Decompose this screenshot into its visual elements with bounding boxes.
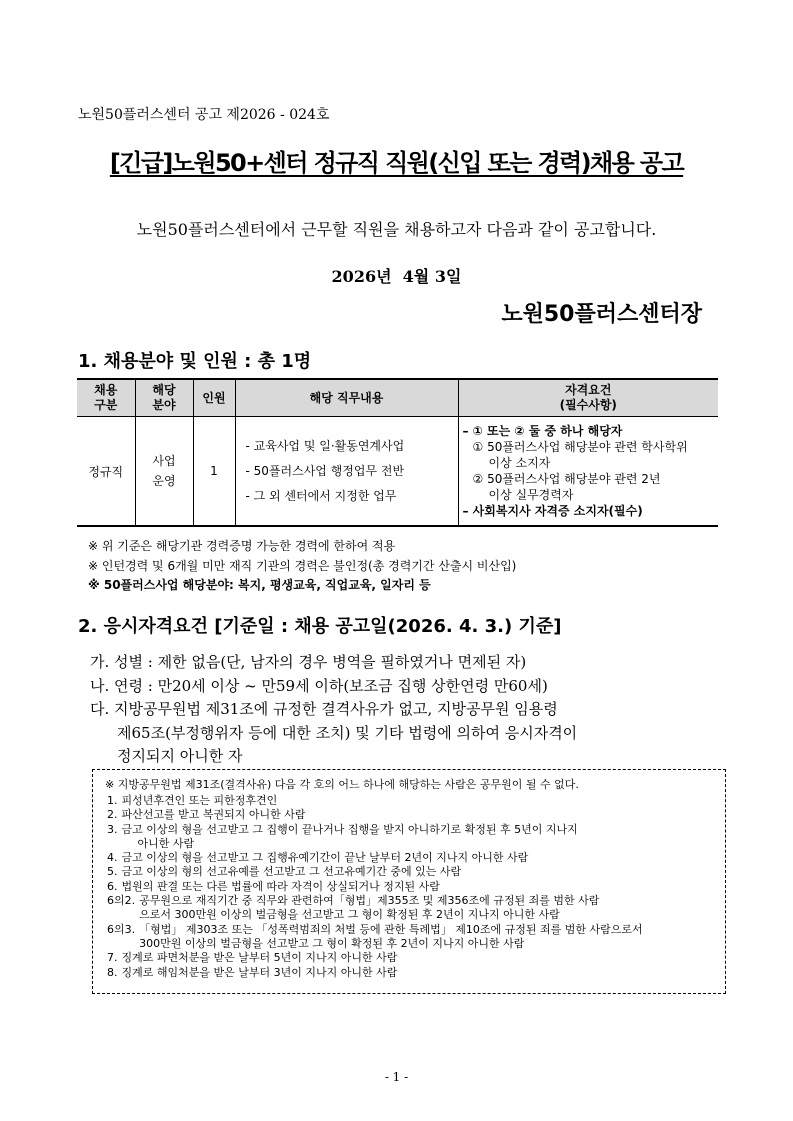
list-item xyxy=(107,851,719,865)
header-type: 채용 구분 xyxy=(77,379,135,417)
list-item-number: 6의3. xyxy=(107,922,136,936)
list-item xyxy=(107,966,719,980)
list-item-number: 5. xyxy=(107,865,118,879)
list-item xyxy=(107,951,719,965)
note-item: ※ 위 기준은 해당기관 경력증명 가능한 경력에 한하여 적용 xyxy=(88,539,396,553)
section2-heading: 2. 응시자격요건 [기준일 : 채용 공고일(2026. 4. 3.) 기준] xyxy=(78,616,562,637)
req-item-1: ① 50플러스사업 해당분야 관련 학사학위 xyxy=(472,440,688,454)
list-item-text xyxy=(122,823,720,852)
req-footer: – 사회복지사 자격증 소지자(필수) xyxy=(462,504,643,518)
list-item xyxy=(107,923,719,952)
list-item-text xyxy=(122,951,720,965)
list-item-text xyxy=(122,808,720,822)
list-item-line: 징계로 해임처분을 받은 날부터 3년이 지나지 아니한 사람 xyxy=(121,965,398,979)
cell-requirements xyxy=(458,417,718,527)
note-item: ※ 50플러스사업 해당분야: 복지, 평생교육, 직업교육, 일자리 등 xyxy=(88,578,431,592)
list-item-number: 4. xyxy=(107,851,118,865)
list-item-number: 7. xyxy=(107,951,118,965)
duty-item: - 50플러스사업 행정업무 전반 xyxy=(245,463,405,478)
list-item-number: 3. xyxy=(107,822,118,836)
list-item-line: 법원의 판결 또는 다른 법률에 따라 자격이 상실되거나 정지된 사람 xyxy=(121,879,440,893)
table-header-row xyxy=(77,379,718,417)
table-row xyxy=(77,417,718,527)
list-item-number: 1. xyxy=(107,794,118,807)
list-item-line: 아니한 사람 xyxy=(137,836,195,850)
cell-headcount: 1 xyxy=(193,417,235,527)
header-field: 해당 분야 xyxy=(135,379,193,417)
qualification-item: 가. 성별 : 제한 없음(단, 남자의 경우 병역을 필하였거나 면제된 자) xyxy=(90,653,527,671)
list-item-line: 피성년후견인 또는 피한정후견인 xyxy=(121,794,278,807)
req-item-2-cont: 이상 실무경력자 xyxy=(488,488,574,502)
disqualification-box xyxy=(92,769,726,994)
header-duties: 해당 직무내용 xyxy=(235,379,458,417)
list-item xyxy=(107,880,719,894)
qualification-item: 다. 지방공무원법 제31조에 규정한 결격사유가 없고, 지방공무원 임용령 xyxy=(90,700,558,718)
req-title: – ① 또는 ② 둘 중 하나 해당자 xyxy=(462,424,623,438)
header-requirements: 자격요건 (필수사항) xyxy=(458,379,718,417)
title-text: [긴급]노원50+센터 정규직 직원(신입 또는 경력)채용 공고 xyxy=(109,149,684,177)
list-item-line: 300만원 이상의 벌금형을 선고받고 그 형이 확정된 후 2년이 지나지 아니한 사람 xyxy=(139,936,525,950)
cell-duties xyxy=(235,417,458,527)
req-item-1-cont: 이상 소지자 xyxy=(488,456,551,470)
list-item-line: 「형법」 제303조 또는 「성폭력범죄의 처벌 등에 관한 특례법」 제10조에 규정된 죄를 범한 사람으로서 xyxy=(139,922,643,936)
qualification-item-cont: 정지되지 아니한 자 xyxy=(117,747,243,765)
cell-field: 사업 운영 xyxy=(135,417,193,527)
page-number: - 1 - xyxy=(384,1070,409,1084)
list-item-line: 으로서 300만원 이상의 벌금형을 선고받고 그 형이 확정된 후 2년이 지나지 아니한 사람 xyxy=(139,908,560,922)
list-item-text xyxy=(122,966,720,980)
page-title xyxy=(0,143,793,178)
list-item xyxy=(107,794,719,808)
list-item-text xyxy=(122,851,720,865)
list-item-line: 금고 이상의 형을 선고받고 그 집행이 끝나거나 집행을 받지 아니하기로 확정된 후 5년이 지나지 xyxy=(121,822,578,836)
list-item-number: 6의2. xyxy=(107,894,136,908)
note-item: ※ 인턴경력 및 6개월 미만 재직 기관의 경력은 불인정(총 경력기간 산출시 비산입) xyxy=(88,559,517,573)
list-item-text xyxy=(122,880,720,894)
section1-heading: 1. 채용분야 및 인원 : 총 1명 xyxy=(78,351,312,372)
qualification-item: 나. 연령 : 만20세 이상 ~ 만59세 이하(보조금 집행 상한연령 만60세) xyxy=(90,677,548,695)
list-item-line: 공무원으로 재직기간 중 직무와 관련하여「형법」제355조 및 제356조에 규정된 죄를 범한 사람 xyxy=(139,894,600,908)
list-item xyxy=(107,808,719,822)
list-item xyxy=(107,823,719,852)
list-item-text xyxy=(139,923,719,952)
list-item-number: 8. xyxy=(107,965,118,979)
list-item-text xyxy=(122,794,720,808)
duty-item: - 교육사업 및 일·활동연계사업 xyxy=(245,438,405,453)
qualification-item-cont: 제65조(부정행위자 등에 대한 조치) 및 기타 법령에 의하여 응시자격이 xyxy=(117,724,578,742)
disqualification-list xyxy=(107,794,719,980)
header-headcount: 인원 xyxy=(193,379,235,417)
recruitment-table xyxy=(77,378,718,527)
list-item-text xyxy=(122,865,720,879)
notice-number: 노원50플러스센터 공고 제2026 - 024호 xyxy=(78,107,330,123)
list-item-number: 2. xyxy=(107,808,118,822)
list-item xyxy=(107,865,719,879)
list-item-number: 6. xyxy=(107,879,118,893)
duty-item: - 그 외 센터에서 지정한 업무 xyxy=(245,488,397,503)
list-item-line: 금고 이상의 형의 선고유예를 선고받고 그 선고유예기간 중에 있는 사람 xyxy=(121,865,462,879)
box-heading: ※ 지방공무원법 제31조(결격사유) 다음 각 호의 어느 하나에 해당하는 사람은 공무원이 될 수 없다. xyxy=(105,778,579,791)
intro-text: 노원50플러스센터에서 근무할 직원을 채용하고자 다음과 같이 공고합니다. xyxy=(136,220,657,239)
list-item-text xyxy=(139,894,719,923)
organization-signature: 노원50플러스센터장 xyxy=(501,302,702,327)
list-item-line: 파산선고를 받고 복권되지 아니한 사람 xyxy=(121,808,306,822)
announcement-date: 2026년 4월 3일 xyxy=(331,267,462,286)
list-item xyxy=(107,894,719,923)
req-item-2: ② 50플러스사업 해당분야 관련 2년 xyxy=(472,472,661,486)
list-item-line: 징계로 파면처분을 받은 날부터 5년이 지나지 아니한 사람 xyxy=(121,951,398,965)
list-item-line: 금고 이상의 형을 선고받고 그 집행유예기간이 끝난 날부터 2년이 지나지 아니한 사람 xyxy=(121,851,529,865)
cell-type: 정규직 xyxy=(77,417,135,527)
